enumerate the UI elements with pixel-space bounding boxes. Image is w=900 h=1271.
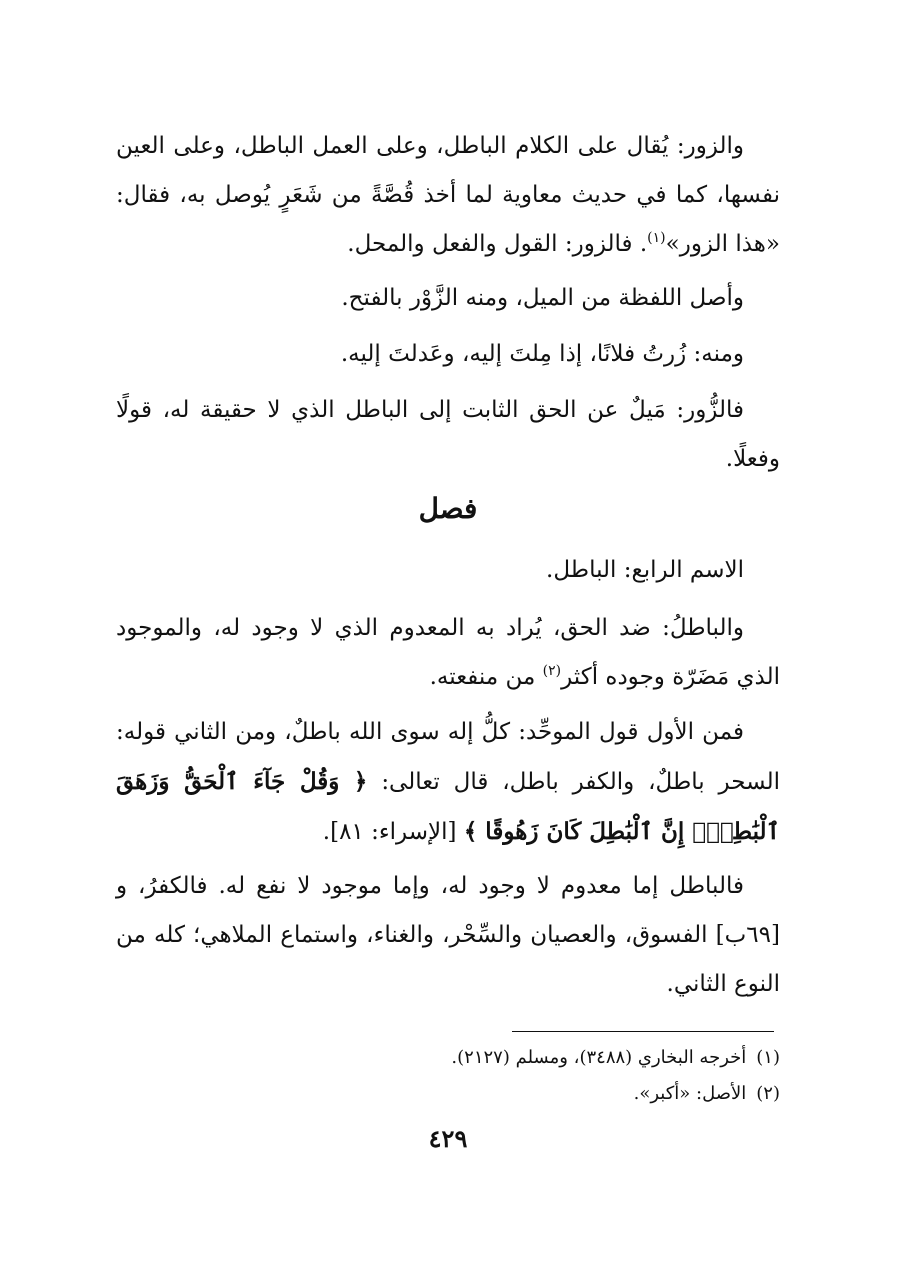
section-heading: فصل [418, 492, 478, 525]
footnote-1-number: (١) [756, 1047, 780, 1068]
verse-citation: [الإسراء: ٨١]. [322, 819, 457, 845]
footnote-1 [116, 1040, 780, 1076]
footnote-2-number: (٢) [756, 1083, 780, 1104]
paragraph-zur-summary [116, 386, 780, 484]
paragraph-zur-definition [116, 122, 780, 269]
paragraph-batil-types [116, 862, 780, 1009]
footnote-ref-2[interactable]: (٢) [542, 663, 562, 679]
paragraph-batil-definition [116, 604, 780, 702]
footnote-1-text: أخرجه البخاري (٣٤٨٨)، ومسلم (٢١٢٧). [451, 1047, 747, 1068]
paragraph-batil-examples [116, 708, 780, 857]
paragraph-zur-summary-text: فالزُّور: مَيلٌ عن الحق الثابت إلى الباطل الذي لا حقيقة له، قولًا وفعلًا. [116, 397, 780, 472]
paragraph-fourth-name [116, 546, 780, 595]
footnote-ref-1[interactable]: (١) [647, 230, 666, 246]
paragraph-batil-examples-text: فمن الأول قول الموحِّد: كلُّ إله سوى الله باطلٌ، ومن الثاني قوله: السحر باطلٌ، والكفر باطل، قال تعالى: [116, 719, 780, 795]
quran-verse: ﴿ وَقُلْ جَآءَ ٱلْحَقُّ وَزَهَقَ ٱلْبَٰطِلُۚ إِنَّ ٱلْبَٰطِلَ كَانَ زَهُوقًا ﴾ [116, 768, 780, 845]
paragraph-batil-definition-tail: من منفعته. [429, 664, 543, 690]
footnote-2 [116, 1076, 780, 1112]
paragraph-zurtu [116, 330, 780, 379]
footnote-2-text: الأصل: «أكبر». [633, 1083, 747, 1104]
paragraph-batil-definition-text: والباطلُ: ضد الحق، يُراد به المعدوم الذي لا وجود له، والموجود الذي مَضَرّة وجوده أكثر [116, 615, 780, 690]
page-number: ٤٢٩ [428, 1124, 468, 1153]
footnotes [116, 1040, 780, 1112]
paragraph-zur-definition-text: والزور: يُقال على الكلام الباطل، وعلى العمل الباطل، وعلى العين نفسها، كما في حديث معاوية لما أخذ قُصَّةً من شَعَرٍ يُوصل به، فقال: «هذا الزور» [116, 133, 780, 257]
paragraph-fourth-name-text: الاسم الرابع: الباطل. [546, 557, 744, 583]
paragraph-zurtu-text: ومنه: زُرتُ فلانًا، إذا مِلتَ إليه، وعَدلتَ إليه. [340, 341, 744, 367]
paragraph-batil-types-text: فالباطل إما معدوم لا وجود له، وإما موجود لا نفع له. فالكفرُ، و [٦٩ب] الفسوق، والعصيان والسِّحْر، والغناء، واستماع الملاهي؛ كله من النوع الثاني. [116, 873, 780, 997]
paragraph-word-origin [116, 274, 780, 323]
paragraph-zur-definition-tail: . فالزور: القول والفعل والمحل. [347, 231, 648, 257]
footnote-divider [512, 1031, 774, 1032]
paragraph-word-origin-text: وأصل اللفظة من الميل، ومنه الزَّوْر بالفتح. [341, 285, 744, 311]
